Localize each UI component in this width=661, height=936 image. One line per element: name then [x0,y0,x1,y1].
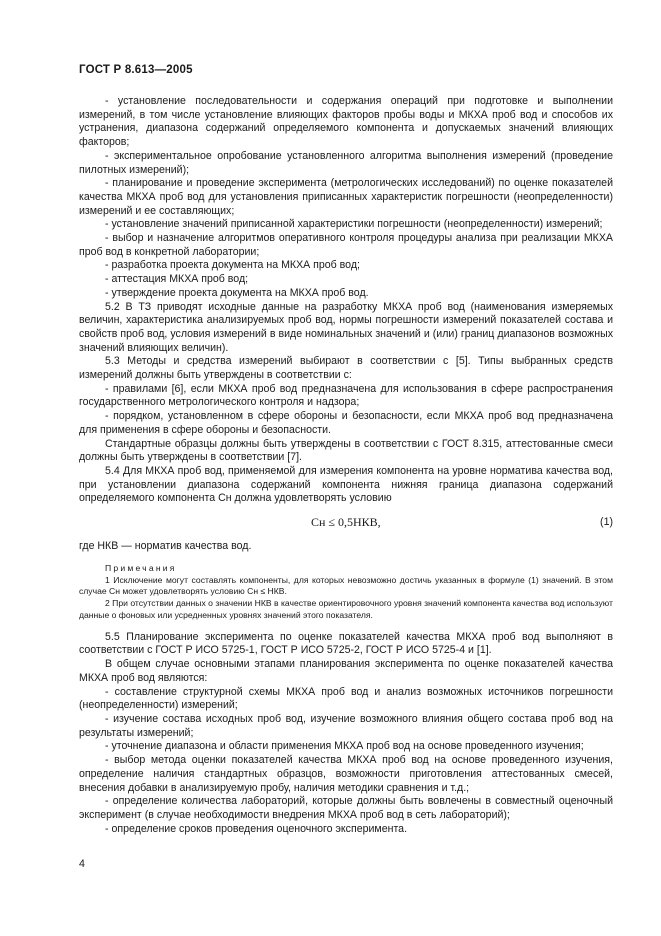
paragraph: - утверждение проекта документа на МКХА проб вод. [105,286,369,299]
paragraph: - планирование и проведение эксперимента (метрологических исследований) по оценке показателей качества МКХА проб вод для установления приписанных характеристик погрешности (неопределенности) измерений и ее составляющих; [79,177,613,217]
paragraph: - правилами [6], если МКХА проб вод предназначена для использования в сфере распространения государственного метрологического контроля и надзора; [79,382,613,409]
paragraph: - порядком, установленном в сфере обороны и безопасности, если МКХА проб вод предназначена для применения в сфере обороны и безопасности. [79,410,613,436]
section-5-5: 5.5 Планирование эксперимента по оценке показателей качества МКХА проб вод выполняют в соответствии с ГОСТ Р ИСО 5725-1, ГОСТ Р ИСО 5725-2, ГОСТ Р ИСО 5725-4 и [1]. [79,630,613,657]
document-header: ГОСТ Р 8.613—2005 [79,64,193,76]
formula-1 [79,512,613,534]
paragraph: - определение сроков проведения оценочного эксперимента. [105,822,408,835]
paragraph: - выбор и назначение алгоритмов оперативного контроля процедуры анализа при реализации МКХА проб вод в конкретной лаборатории; [79,232,613,258]
notes-title: Примечания [105,562,177,573]
section-5-3: 5.3 Методы и средства измерений выбирают в соответствии с [5]. Типы выбранных средств измерений должны быть утверждены в соответствии с: [79,355,613,382]
paragraph: - выбор метода оценки показателей качества МКХА проб вод на основе проведенного изучения, определение наличия стандартных образцов, возможности приготовления аттестованных смесей, внесения добавки в анализируемую пробу, наличия методики сравнения и т.д.; [79,754,613,794]
paragraph: - разработка проекта документа на МКХА проб вод; [105,259,360,272]
notes-block [79,563,613,622]
paragraph: - экспериментальное опробование установленного алгоритма выполнения измерений (проведение пилотных измерений); [79,149,613,176]
formula-explanation: где НКВ — норматив качества вод. [79,540,252,553]
paragraph: - составление структурной схемы МКХА проб вод и анализ возможных источников погрешности (неопределенности) измерений; [79,685,613,712]
paragraph: Стандартные образцы должны быть утверждены в соответствии с ГОСТ 8.315, аттестованные смеси должны быть утверждены в соответствии [7]. [79,437,613,464]
page-number: 4 [79,858,85,870]
paragraph: - уточнение диапазона и области применения МКХА проб вод на основе проведенного изучения; [105,740,584,753]
formula-expression: Сн ≤ 0,5НКВ, [311,515,381,530]
formula-number: (1) [600,516,613,529]
paragraph: - установление последовательности и содержания операций при подготовке и выполнении измерений, в том числе установление влияющих факторов пробы воды и МКХА проб вод и способов их устранения, диапазона содержаний определяемого компонента и допускаемых значений влияющих факторов; [79,95,613,149]
paragraph: В общем случае основными этапами планирования эксперимента по оценке показателей качества МКХА проб вод являются: [79,658,613,684]
page-body [79,95,613,836]
paragraph: - определение количества лабораторий, которые должны быть вовлечены в совместный оценочный эксперимент (в случае необходимости внедрения МКХА проб вод в сеть лабораторий); [79,795,613,821]
paragraph: - изучение состава исходных проб вод, изучение возможного влияния общего состава проб вод на результаты измерений; [79,713,613,739]
paragraph: - аттестация МКХА проб вод; [105,273,249,286]
paragraph: - установление значений приписанной характеристики погрешности (неопределенности) измерений; [105,218,603,231]
note-item: 1 Исключение могут составлять компоненты, для которых невозможно достичь указанных в формуле (1) значений. В этом случае Сн может удовлетворять условию Сн ≤ НКВ. [79,574,613,597]
section-5-2: 5.2 В ТЗ приводят исходные данные на разработку МКХА проб вод (наименования измеряемых величин, характеристика анализируемых проб вод, нормы погрешности измерений показателей состава и свойств проб вод, условия измерений в виде номинальных значений и (или) границ диапазонов возможных значений влияющих величин). [79,300,613,354]
note-item: 2 При отсутствии данных о значении НКВ в качестве ориентировочного уровня значений компонента качества вод используют данные о фоновых или усредненных уровнях значений этого показателя. [79,598,613,620]
section-5-4: 5.4 Для МКХА проб вод, применяемой для измерения компонента на уровне норматива качества вод, при установлении диапазона содержаний компонента нижняя граница диапазона содержаний определяемого компонента Сн должна удовлетворять условию [79,464,613,505]
